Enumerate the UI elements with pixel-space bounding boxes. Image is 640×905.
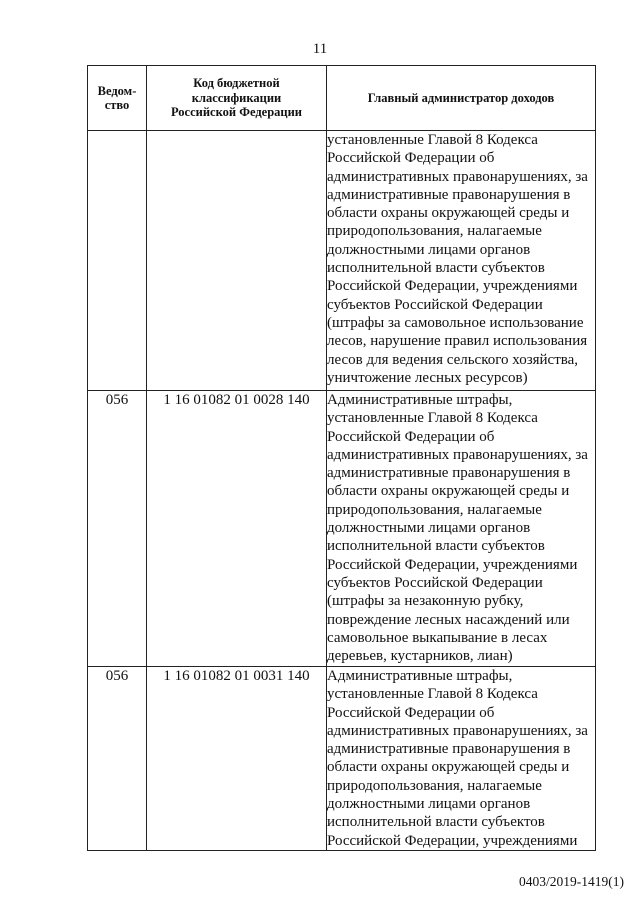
- table-row: [88, 131, 596, 391]
- budget-code-cell: 1 16 01082 01 0031 140: [147, 667, 327, 851]
- page-number: 11: [312, 41, 328, 57]
- administrator-text: установленные Главой 8 Кодекса Российской Федерации об административных правонарушениях, за административные правонарушения в области охраны окружающей среды и природопользования, налагаемые должностными лицами органов исполнительной власти субъектов Российской Федерации, учреждениями субъектов Российской Федерации (штрафы за самовольное использование лесов, нарушение правил использования лесов для ведения сельского хозяйства, уничтожение лесных ресурсов): [327, 132, 588, 386]
- department-cell: 056: [88, 391, 147, 667]
- budget-code-cell: [147, 131, 327, 391]
- administrator-text: Административные штрафы, установленные Главой 8 Кодекса Российской Федерации об административных правонарушениях, за административные правонарушения в области охраны окружающей среды и природопользования, налагаемые должностными лицами органов исполнительной власти субъектов Российской Федерации, учреждениями субъектов Российской Федерации (штрафы за незаконную рубку, повреждение лесных насаждений или самовольное выкапывание в лесах деревьев, кустарников, лиан): [327, 392, 588, 665]
- administrator-text-cell: [327, 667, 596, 851]
- header-department-label: Ведом- ство: [97, 83, 137, 112]
- header-budget-code: [147, 66, 327, 131]
- table-row: [88, 667, 596, 851]
- header-revenue-administrator: [327, 66, 596, 131]
- header-budget-code-label: Код бюджетной классификации Российской Федерации: [170, 76, 303, 120]
- administrator-text: Административные штрафы, установленные Главой 8 Кодекса Российской Федерации об административных правонарушениях, за административные правонарушения в области охраны окружающей среды и природопользования, налагаемые должностными лицами органов исполнительной власти субъектов Российской Федерации, учреждениями: [327, 668, 588, 849]
- header-revenue-administrator-label: Главный администратор доходов: [367, 90, 555, 105]
- department-cell: 056: [88, 667, 147, 851]
- department-cell: [88, 131, 147, 391]
- table-header-row: [88, 66, 596, 131]
- budget-classification-table: [87, 65, 596, 851]
- budget-code-cell: 1 16 01082 01 0028 140: [147, 391, 327, 667]
- table-row: [88, 391, 596, 667]
- administrator-text-cell: [327, 391, 596, 667]
- administrator-text-cell: [327, 131, 596, 391]
- document-footer-code: 0403/2019-1419(1): [519, 874, 624, 889]
- header-department: [88, 66, 147, 131]
